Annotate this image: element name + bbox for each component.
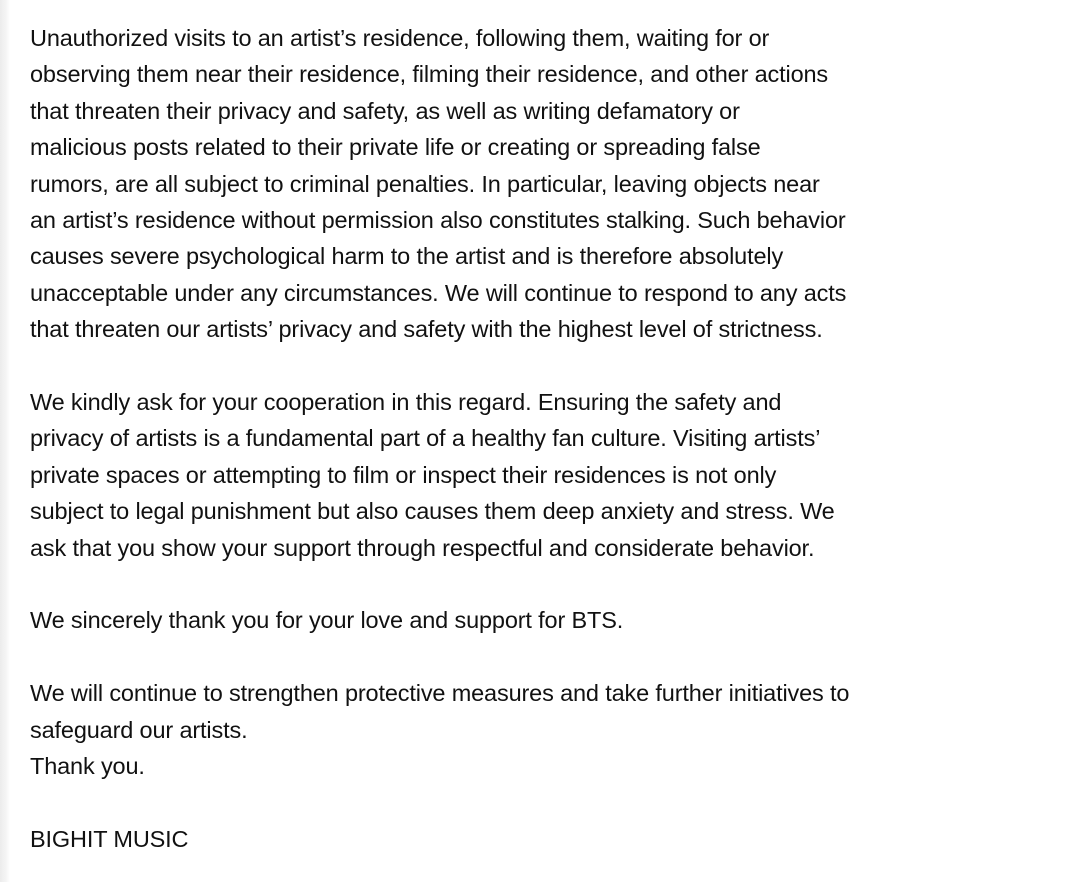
paragraph-1-line-7: causes severe psychological harm to the artist and is therefore absolutely — [30, 243, 784, 270]
paragraph-1-line-1: Unauthorized visits to an artist’s residence, following them, waiting for or — [30, 25, 770, 51]
paragraph-1-line-4: malicious posts related to their private life or creating or spreading false — [30, 134, 761, 161]
paragraph-2-line-3: private spaces or attempting to film or inspect their residences is not only — [30, 461, 777, 488]
notice-paragraph — [30, 675, 930, 784]
paragraph-2-line-5: ask that you show your support through respectful and considerate behavior. — [30, 534, 815, 561]
paragraph-1-line-9: that threaten our artists’ privacy and safety with the highest level of strictness. — [30, 316, 823, 343]
notice-paragraph — [30, 384, 930, 566]
left-edge-shadow — [0, 0, 10, 882]
paragraph-2-line-2: privacy of artists is a fundamental part of a healthy fan culture. Visiting artists’ — [30, 425, 821, 452]
paragraph-2-line-1: We kindly ask for your cooperation in this regard. Ensuring the safety and — [30, 389, 782, 416]
paragraph-4-line-3: Thank you. — [30, 753, 145, 780]
paragraph-4-line-1: We will continue to strengthen protective measures and take further initiatives to — [30, 680, 850, 707]
paragraph-1-line-2: observing them near their residence, filming their residence, and other actions — [30, 61, 829, 88]
paragraph-2-line-4: subject to legal punishment but also causes them deep anxiety and stress. We — [30, 498, 835, 525]
notice-paragraph — [30, 602, 930, 638]
paragraph-1-line-5: rumors, are all subject to criminal penalties. In particular, leaving objects near — [30, 170, 820, 197]
paragraph-3-line-1: We sincerely thank you for your love and support for BTS. — [30, 607, 624, 634]
notice-paragraph — [30, 20, 930, 348]
paragraph-1-line-3: that threaten their privacy and safety, as well as writing defamatory or — [30, 97, 740, 124]
signature-text: BIGHIT MUSIC — [30, 825, 189, 852]
paragraph-1-line-6: an artist’s residence without permission also constitutes stalking. Such behavior — [30, 207, 846, 234]
notice-body — [30, 20, 930, 857]
paragraph-4-line-2: safeguard our artists. — [30, 716, 248, 743]
paragraph-1-line-8: unacceptable under any circumstances. We will continue to respond to any acts — [30, 279, 847, 306]
signature — [30, 821, 930, 857]
